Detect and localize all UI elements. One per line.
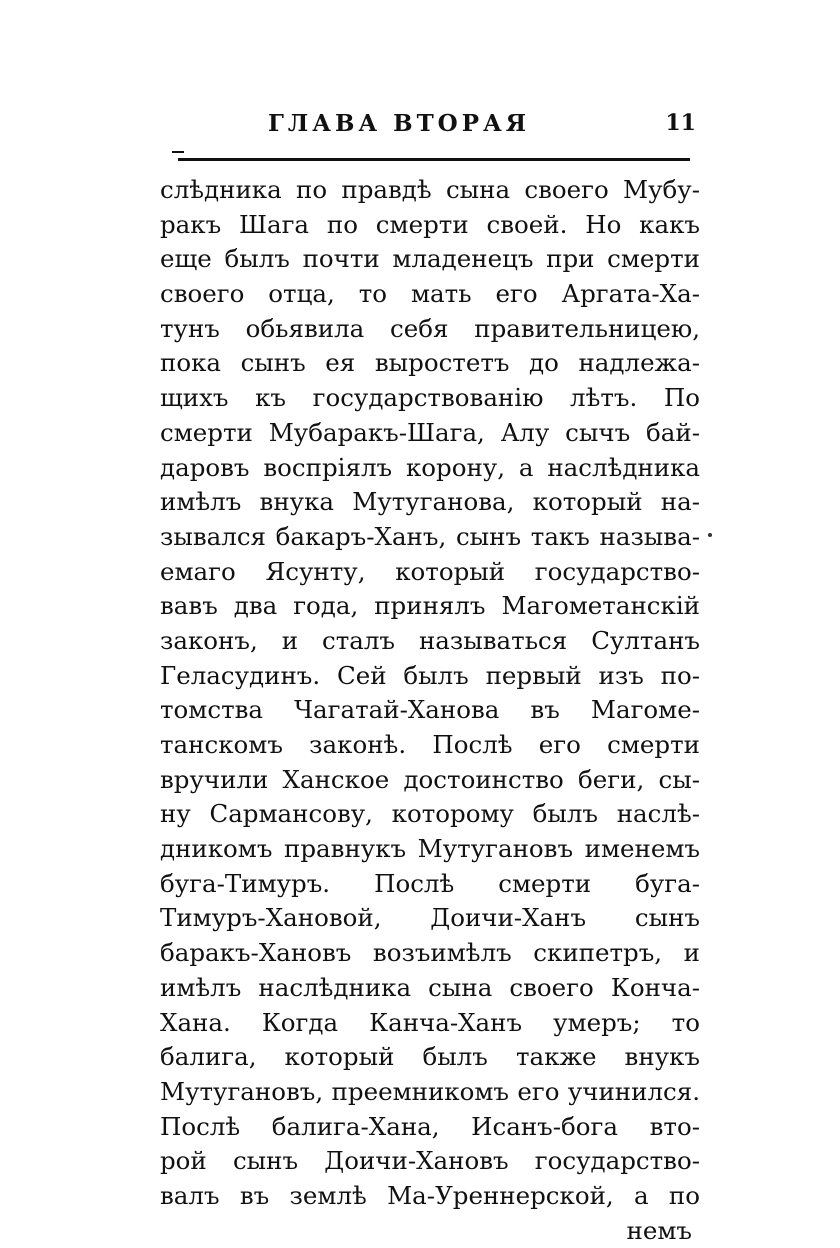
text-line: томства Чагатай-Ханова въ Магоме-	[160, 695, 700, 725]
text-line: баракъ-Хановъ возъимѣлъ скипетръ, и	[160, 938, 700, 968]
text-line: тунъ обьявила себя правительницею,	[160, 313, 700, 343]
body-text	[160, 173, 700, 1248]
text-line: щихъ къ государствованію лѣтъ. По	[160, 383, 700, 413]
text-line: своего отца, то мать его Аргата-Ха-	[160, 279, 700, 309]
text-line: имѣлъ наслѣдника сына своего Конча-	[160, 972, 700, 1002]
text-line: пока сынъ ея выростетъ до надлежа-	[160, 348, 700, 378]
text-line: Геласудинъ. Сей былъ первый изъ по-	[160, 660, 700, 690]
text-line: смерти Мубаракъ-Шага, Алу сычъ бай-	[160, 417, 700, 447]
chapter-title: ГЛАВА ВТОРАЯ	[268, 110, 531, 137]
text-line: ракъ Шага по смерти своей. Но какъ	[160, 209, 700, 239]
text-line: слѣдника по правдѣ сына своего Мубу-	[160, 175, 700, 204]
header-rule	[178, 158, 690, 161]
text-line: Мутугановъ, преемникомъ его учинился.	[160, 1076, 700, 1106]
text-line: вавъ два года, принялъ Магометанскій	[160, 591, 700, 621]
text-line: еще былъ почти младенецъ при смерти	[160, 244, 700, 274]
text-line: Тимуръ-Хановой, Доичи-Ханъ сынъ	[160, 903, 700, 933]
catchword: немъ	[626, 1215, 692, 1245]
page-number: 11	[665, 110, 696, 136]
text-line: валъ въ землѣ Ма-Уреннерской, а по	[160, 1180, 700, 1210]
text-line: Хана. Когда Канча-Ханъ умеръ; то	[160, 1007, 700, 1037]
text-line: зывался бакаръ-Ханъ, сынъ такъ называ-	[160, 521, 700, 551]
text-line: Послѣ балига-Хана, Исанъ-бога вто-	[160, 1111, 700, 1141]
text-line: вручили Ханское достоинство беги, сы-	[160, 764, 700, 794]
running-head	[176, 110, 696, 144]
text-line: имѣлъ внука Мутуганова, который на-	[160, 487, 700, 517]
text-line: емаго Ясунту, который государство-	[160, 556, 700, 586]
text-line: танскомъ законѣ. Послѣ его смерти	[160, 730, 700, 759]
text-line: буга-Тимуръ. Послѣ смерти буга-	[160, 868, 700, 898]
text-line: балига, который былъ также внукъ	[160, 1042, 700, 1072]
ink-speck	[708, 533, 712, 537]
text-line: ну Сармансову, которому былъ наслѣ-	[160, 799, 700, 829]
text-line: рой сынъ Доичи-Хановъ государство-	[160, 1146, 700, 1176]
text-line: дникомъ правнукъ Мутугановъ именемъ	[160, 834, 700, 864]
text-line: даровъ воспріялъ корону, а наслѣдника	[160, 452, 700, 482]
text-line: законъ, и сталъ называться Султанъ	[160, 625, 700, 655]
rule-ornament	[172, 151, 184, 153]
